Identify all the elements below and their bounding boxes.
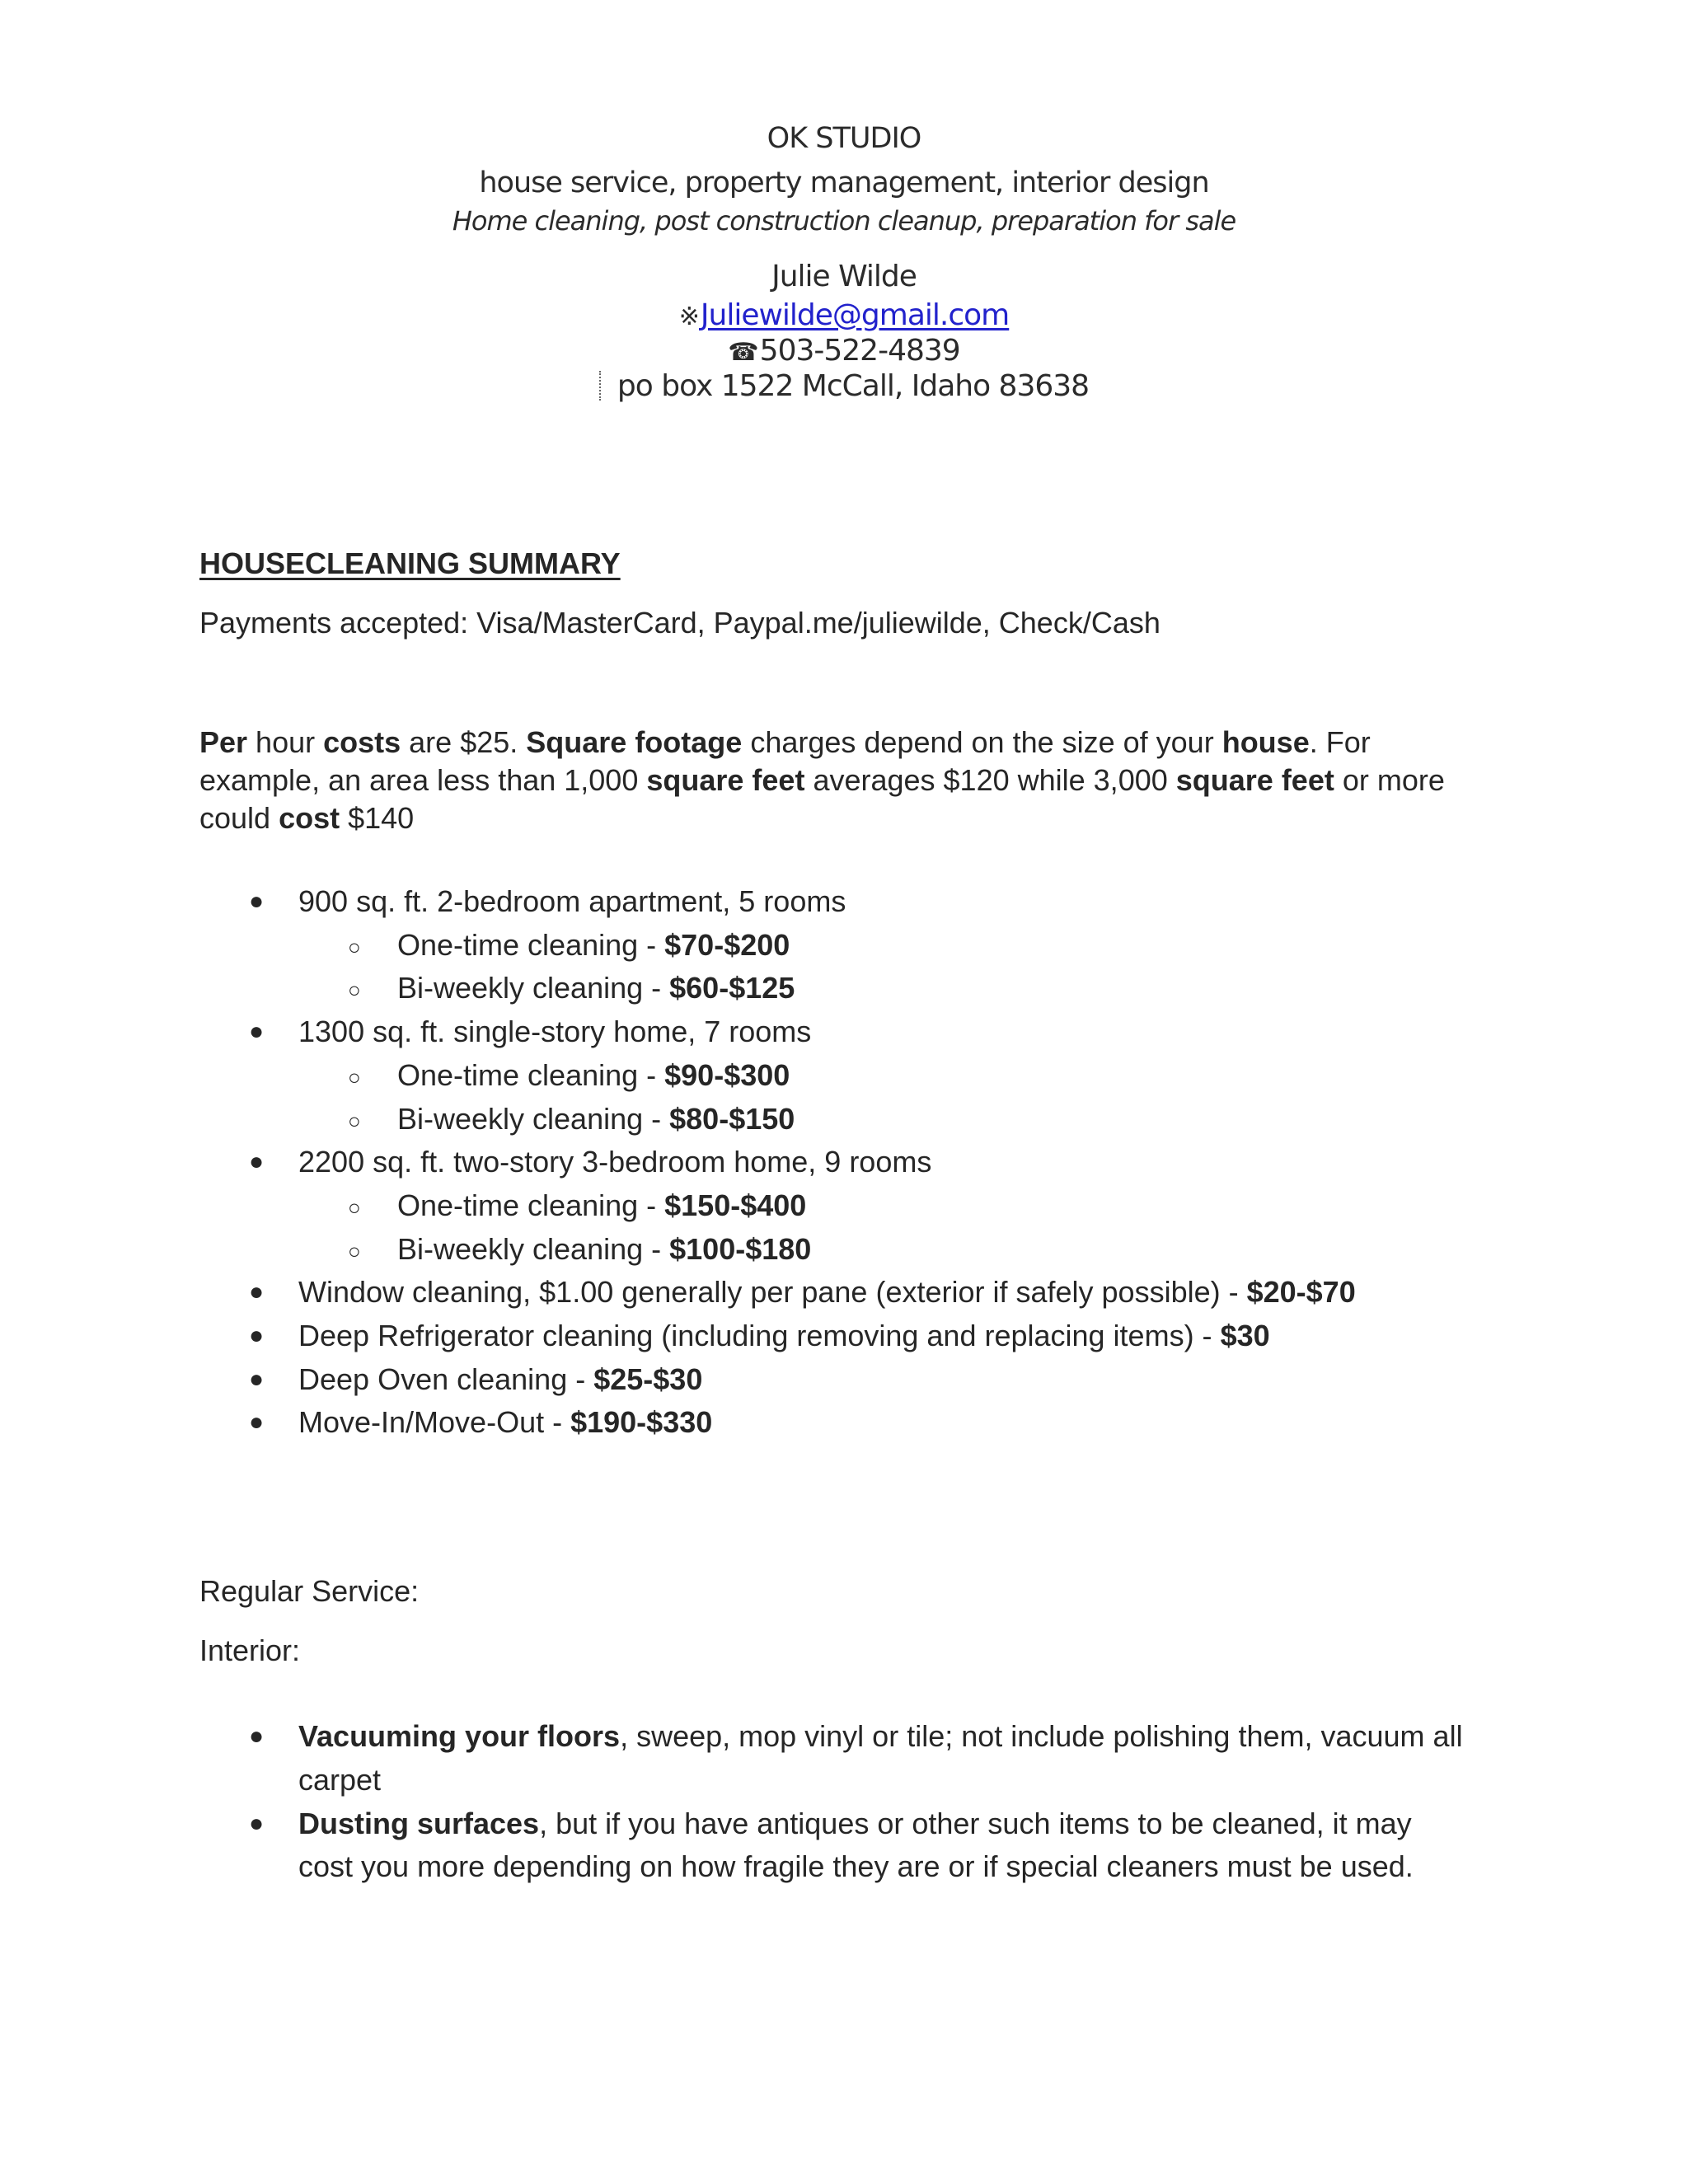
service-description: , sweep, mop vinyl or tile; not include polishing them, vacuum all carpet	[298, 1719, 1463, 1797]
bullet-icon: ●	[249, 888, 265, 915]
circle-bullet-icon: ○	[348, 1064, 361, 1090]
list-item	[199, 1315, 1485, 1358]
payments-accepted: Payments accepted: Visa/MasterCard, Paypal.me/juliewilde, Check/Cash	[199, 606, 1160, 640]
list-item	[199, 1401, 1485, 1445]
address-marker-icon	[599, 371, 603, 401]
reference-mark-icon: ※	[678, 302, 699, 331]
price-list	[199, 880, 1485, 1445]
letterhead	[0, 115, 1688, 404]
price-value: $190-$330	[570, 1405, 713, 1440]
service-term: Vacuuming your floors	[298, 1719, 621, 1754]
price-value: $100-$180	[669, 1231, 812, 1266]
bullet-icon: ●	[249, 1809, 265, 1837]
bullet-icon: ●	[249, 1408, 265, 1436]
list-item	[199, 1010, 1485, 1054]
service-label: One-time cleaning -	[397, 1188, 665, 1222]
bullet-icon: ●	[249, 1365, 265, 1393]
circle-bullet-icon: ○	[348, 934, 361, 959]
price-value: $25-$30	[593, 1361, 703, 1396]
price-value: $20-$70	[1246, 1275, 1356, 1310]
service-term: Dusting surfaces	[298, 1806, 540, 1840]
list-item	[199, 1184, 1485, 1228]
bullet-icon: ●	[249, 1278, 265, 1306]
list-item	[199, 1271, 1485, 1315]
interior-heading: Interior:	[199, 1633, 301, 1668]
service-label: Move-In/Move-Out -	[298, 1405, 571, 1440]
price-value: $80-$150	[669, 1101, 795, 1136]
list-item	[199, 1802, 1485, 1889]
circle-bullet-icon: ○	[348, 1238, 361, 1263]
price-value: $60-$125	[669, 971, 795, 1005]
list-item	[199, 1358, 1485, 1402]
service-list	[199, 1715, 1485, 1889]
summary-heading: HOUSECLEANING SUMMARY	[199, 546, 621, 580]
service-label: Window cleaning, $1.00 generally per pane (exterior if safely possible) -	[298, 1275, 1247, 1310]
intro-text: are $25.	[401, 725, 527, 759]
price-value: $90-$300	[664, 1057, 790, 1092]
circle-bullet-icon: ○	[348, 1108, 361, 1133]
intro-text: charges depend on the size of your	[742, 725, 1222, 759]
list-item	[199, 924, 1485, 968]
contact-name: Julie Wilde	[771, 260, 917, 293]
service-label: Bi-weekly cleaning -	[397, 971, 670, 1005]
company-subtitle: Home cleaning, post construction cleanup, preparation for sale	[452, 205, 1236, 237]
service-label: Deep Oven cleaning -	[298, 1361, 594, 1396]
intro-text: or more could	[199, 763, 1445, 835]
bullet-icon: ●	[249, 1722, 265, 1750]
intro-term: house	[1221, 725, 1310, 759]
list-item	[199, 1715, 1485, 1802]
list-item	[199, 1098, 1485, 1141]
intro-text: averages $120 while 3,000	[804, 763, 1176, 797]
intro-term: cost	[279, 801, 340, 835]
service-label: Bi-weekly cleaning -	[397, 1231, 670, 1266]
company-tagline: house service, property management, interior design	[479, 166, 1209, 199]
intro-text: . For example, an area less than 1,000	[199, 725, 1371, 797]
price-value: $150-$400	[664, 1188, 807, 1222]
intro-term: Square footage	[526, 725, 743, 759]
document-body	[199, 542, 1485, 1889]
intro-term: Per	[199, 725, 248, 759]
intro-text: $140	[340, 801, 415, 835]
phone-icon: ☎	[728, 338, 758, 367]
bullet-icon: ●	[249, 1148, 265, 1176]
regular-service-heading: Regular Service:	[199, 1574, 420, 1609]
mailing-address: po box 1522 McCall, Idaho 83638	[617, 369, 1090, 403]
list-item	[199, 1228, 1485, 1272]
service-label: One-time cleaning -	[397, 1057, 665, 1092]
phone-number: 503-522-4839	[759, 334, 960, 368]
intro-text: hour	[247, 725, 324, 759]
pricing-intro-paragraph	[199, 724, 1485, 837]
bullet-icon: ●	[249, 1322, 265, 1350]
intro-term: square feet	[1175, 763, 1334, 797]
contact-address-line	[0, 369, 1688, 404]
list-item	[199, 1141, 1485, 1184]
price-value: $70-$200	[664, 927, 790, 962]
contact-phone-line	[0, 335, 1688, 369]
intro-term: costs	[323, 725, 401, 759]
home-size-label: 2200 sq. ft. two-story 3-bedroom home, 9 rooms	[298, 1145, 932, 1179]
list-item	[199, 967, 1485, 1010]
list-item	[199, 880, 1485, 924]
circle-bullet-icon: ○	[348, 977, 361, 1003]
company-name: OK STUDIO	[767, 122, 921, 155]
service-description: , but if you have antiques or other such items to be cleaned, it may cost you more depending on how fragile they are or if special cleaners must be used.	[298, 1806, 1414, 1884]
circle-bullet-icon: ○	[348, 1194, 361, 1220]
service-label: Bi-weekly cleaning -	[397, 1101, 670, 1136]
email-link[interactable]: Juliewilde@gmail.com	[700, 298, 1010, 332]
contact-email-line	[0, 298, 1688, 335]
intro-term: square feet	[646, 763, 805, 797]
service-label: Deep Refrigerator cleaning (including removing and replacing items) -	[298, 1319, 1221, 1353]
list-item	[199, 1054, 1485, 1098]
price-value: $30	[1220, 1319, 1270, 1353]
service-label: One-time cleaning -	[397, 927, 665, 962]
home-size-label: 900 sq. ft. 2-bedroom apartment, 5 rooms	[298, 884, 846, 918]
bullet-icon: ●	[249, 1018, 265, 1046]
home-size-label: 1300 sq. ft. single-story home, 7 rooms	[298, 1015, 812, 1049]
